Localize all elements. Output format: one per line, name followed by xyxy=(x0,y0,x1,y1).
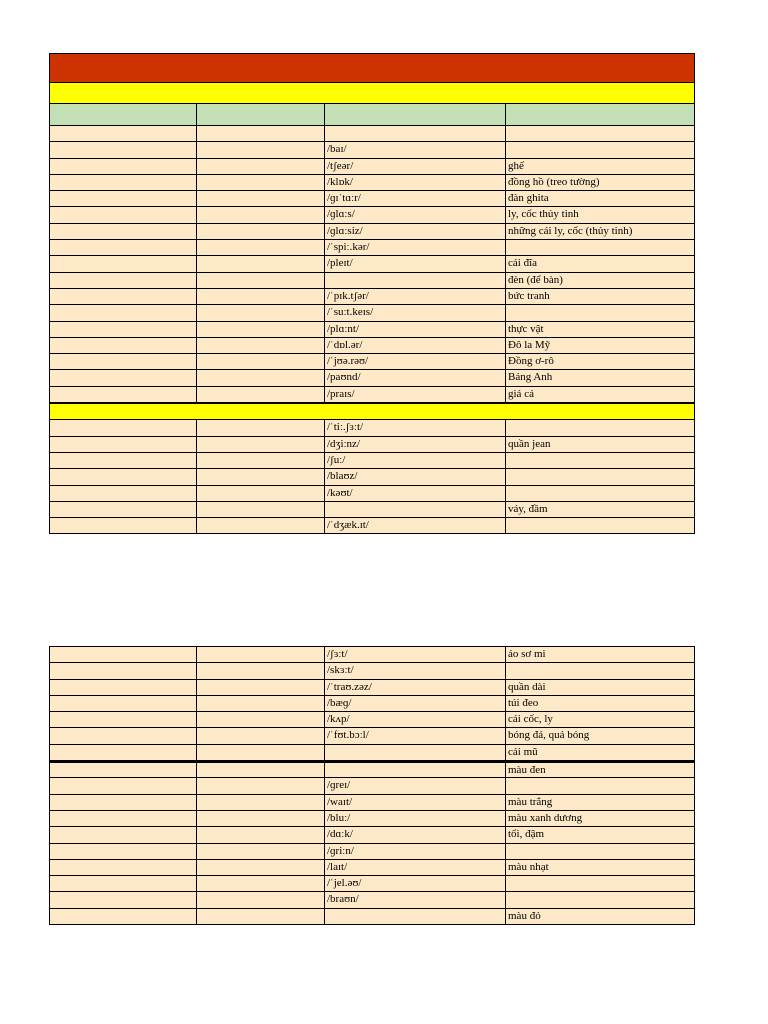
ipa-cell: /praɪs/ xyxy=(324,387,505,402)
type-cell xyxy=(196,256,324,271)
word-cell xyxy=(49,370,196,385)
table-row xyxy=(49,288,695,304)
type-cell xyxy=(196,728,324,743)
header-cell xyxy=(196,104,324,125)
word-cell xyxy=(49,338,196,353)
meaning-cell: cái mũ xyxy=(505,745,695,760)
table-row xyxy=(49,826,695,842)
ipa-cell xyxy=(324,502,505,517)
section-band xyxy=(49,82,695,103)
word-cell xyxy=(49,354,196,369)
meaning-cell: quần jean xyxy=(505,437,695,452)
type-cell xyxy=(196,860,324,875)
table-row xyxy=(49,206,695,222)
meaning-cell: bức tranh xyxy=(505,289,695,304)
ipa-cell: /ˈdʒæk.ɪt/ xyxy=(324,518,505,533)
column-header-row xyxy=(49,103,695,125)
word-cell xyxy=(49,159,196,174)
word-cell xyxy=(49,273,196,288)
ipa-cell: /bæɡ/ xyxy=(324,696,505,711)
meaning-cell: màu nhạt xyxy=(505,860,695,875)
word-cell xyxy=(49,469,196,484)
type-cell xyxy=(196,696,324,711)
table-row xyxy=(49,369,695,385)
meaning-cell: giá cả xyxy=(505,387,695,402)
table-row xyxy=(49,810,695,826)
word-cell xyxy=(49,289,196,304)
word-cell xyxy=(49,680,196,695)
table-row xyxy=(49,761,695,777)
meaning-cell: Bảng Anh xyxy=(505,370,695,385)
ipa-cell: /ˈfʊt.bɔːl/ xyxy=(324,728,505,743)
table-row xyxy=(49,711,695,727)
word-cell xyxy=(49,256,196,271)
type-cell xyxy=(196,224,324,239)
type-cell xyxy=(196,240,324,255)
ipa-cell: /braʊn/ xyxy=(324,892,505,907)
meaning-cell: Đô la Mỹ xyxy=(505,338,695,353)
table-row xyxy=(49,517,695,534)
meaning-cell xyxy=(505,240,695,255)
type-cell xyxy=(196,354,324,369)
table-row xyxy=(49,859,695,875)
table-row xyxy=(49,875,695,891)
meaning-cell: đàn ghita xyxy=(505,191,695,206)
type-cell xyxy=(196,387,324,402)
word-cell xyxy=(49,712,196,727)
type-cell xyxy=(196,469,324,484)
meaning-cell xyxy=(505,663,695,678)
ipa-cell: /bluː/ xyxy=(324,811,505,826)
ipa-cell: /ɡlɑːsiz/ xyxy=(324,224,505,239)
ipa-cell: /plɑːnt/ xyxy=(324,322,505,337)
word-cell xyxy=(49,305,196,320)
word-cell xyxy=(49,696,196,711)
type-cell xyxy=(196,420,324,435)
vocabulary-sheet-1 xyxy=(49,53,695,534)
table-row xyxy=(49,255,695,271)
type-cell xyxy=(196,844,324,859)
table-row xyxy=(49,744,695,761)
type-cell xyxy=(196,126,324,141)
table-row xyxy=(49,695,695,711)
word-cell xyxy=(49,518,196,533)
meaning-cell: cái cốc, ly xyxy=(505,712,695,727)
type-cell xyxy=(196,502,324,517)
meaning-cell: màu trắng xyxy=(505,795,695,810)
type-cell xyxy=(196,142,324,157)
meaning-cell: thực vật xyxy=(505,322,695,337)
word-cell xyxy=(49,728,196,743)
ipa-cell xyxy=(324,909,505,924)
type-cell xyxy=(196,486,324,501)
header-cell xyxy=(49,104,196,125)
meaning-cell: đèn (để bàn) xyxy=(505,273,695,288)
table-row xyxy=(49,419,695,435)
type-cell xyxy=(196,305,324,320)
ipa-cell: /waɪt/ xyxy=(324,795,505,810)
word-cell xyxy=(49,876,196,891)
ipa-cell: /ˈdɒl.ər/ xyxy=(324,338,505,353)
type-cell xyxy=(196,876,324,891)
meaning-cell: bóng đá, quả bóng xyxy=(505,728,695,743)
meaning-cell xyxy=(505,518,695,533)
type-cell xyxy=(196,745,324,760)
type-cell xyxy=(196,370,324,385)
ipa-cell: /blaʊz/ xyxy=(324,469,505,484)
word-cell xyxy=(49,240,196,255)
ipa-cell: /ʃɜːt/ xyxy=(324,647,505,662)
word-cell xyxy=(49,502,196,517)
section-band-cell xyxy=(49,404,695,419)
ipa-cell: /ʃuː/ xyxy=(324,453,505,468)
table-row xyxy=(49,272,695,288)
meaning-cell: ly, cốc thủy tinh xyxy=(505,207,695,222)
meaning-cell xyxy=(505,486,695,501)
meaning-cell: áo sơ mi xyxy=(505,647,695,662)
ipa-cell: /skɜːt/ xyxy=(324,663,505,678)
table-row xyxy=(49,468,695,484)
type-cell xyxy=(196,892,324,907)
meaning-cell: Đồng ơ-rô xyxy=(505,354,695,369)
type-cell xyxy=(196,763,324,777)
meaning-cell: quần dài xyxy=(505,680,695,695)
ipa-cell: /ˈtiː.ʃɜːt/ xyxy=(324,420,505,435)
ipa-cell: /dɑːk/ xyxy=(324,827,505,842)
type-cell xyxy=(196,909,324,924)
table-row xyxy=(49,386,695,403)
type-cell xyxy=(196,663,324,678)
table-body xyxy=(49,646,695,761)
word-cell xyxy=(49,175,196,190)
ipa-cell: /ˈsuːt.keɪs/ xyxy=(324,305,505,320)
header-cell xyxy=(324,104,505,125)
word-cell xyxy=(49,486,196,501)
ipa-cell: /kəʊt/ xyxy=(324,486,505,501)
table-row xyxy=(49,436,695,452)
word-cell xyxy=(49,811,196,826)
meaning-cell: màu đỏ xyxy=(505,909,695,924)
ipa-cell: /laɪt/ xyxy=(324,860,505,875)
type-cell xyxy=(196,453,324,468)
table-row xyxy=(49,337,695,353)
meaning-cell xyxy=(505,469,695,484)
word-cell xyxy=(49,844,196,859)
meaning-cell xyxy=(505,420,695,435)
meaning-cell: những cái ly, cốc (thủy tinh) xyxy=(505,224,695,239)
table-row xyxy=(49,679,695,695)
meaning-cell xyxy=(505,142,695,157)
meaning-cell: cái đĩa xyxy=(505,256,695,271)
meaning-cell: tối, đậm xyxy=(505,827,695,842)
type-cell xyxy=(196,795,324,810)
title-band xyxy=(49,53,695,82)
ipa-cell: /ˈjʊə.rəʊ/ xyxy=(324,354,505,369)
table-row xyxy=(49,891,695,907)
word-cell xyxy=(49,126,196,141)
vocabulary-sheet-2 xyxy=(49,646,695,925)
table-row xyxy=(49,223,695,239)
type-cell xyxy=(196,289,324,304)
ipa-cell: /tʃeər/ xyxy=(324,159,505,174)
word-cell xyxy=(49,778,196,793)
word-cell xyxy=(49,142,196,157)
table-row xyxy=(49,501,695,517)
word-cell xyxy=(49,437,196,452)
ipa-cell xyxy=(324,273,505,288)
meaning-cell: màu đen xyxy=(505,763,695,777)
table-row xyxy=(49,452,695,468)
table-row xyxy=(49,158,695,174)
word-cell xyxy=(49,647,196,662)
word-cell xyxy=(49,860,196,875)
ipa-cell: /ˈspiː.kər/ xyxy=(324,240,505,255)
table-row xyxy=(49,190,695,206)
word-cell xyxy=(49,420,196,435)
ipa-cell: /ˈjel.əʊ/ xyxy=(324,876,505,891)
type-cell xyxy=(196,827,324,842)
table-row xyxy=(49,794,695,810)
type-cell xyxy=(196,811,324,826)
type-cell xyxy=(196,518,324,533)
type-cell xyxy=(196,778,324,793)
type-cell xyxy=(196,712,324,727)
table-row xyxy=(49,777,695,793)
meaning-cell xyxy=(505,844,695,859)
ipa-cell: /ɡreɪ/ xyxy=(324,778,505,793)
table-row xyxy=(49,141,695,157)
word-cell xyxy=(49,453,196,468)
ipa-cell xyxy=(324,126,505,141)
ipa-cell: /baɪ/ xyxy=(324,142,505,157)
word-cell xyxy=(49,795,196,810)
word-cell xyxy=(49,763,196,777)
meaning-cell xyxy=(505,892,695,907)
table-row xyxy=(49,646,695,662)
word-cell xyxy=(49,663,196,678)
ipa-cell: /paʊnd/ xyxy=(324,370,505,385)
table-row xyxy=(49,239,695,255)
ipa-cell: /ˈtraʊ.zəz/ xyxy=(324,680,505,695)
table-row xyxy=(49,353,695,369)
ipa-cell xyxy=(324,745,505,760)
ipa-cell: /ɡlɑːs/ xyxy=(324,207,505,222)
type-cell xyxy=(196,191,324,206)
table-body xyxy=(49,419,695,534)
header-cell xyxy=(505,104,695,125)
type-cell xyxy=(196,680,324,695)
word-cell xyxy=(49,191,196,206)
meaning-cell xyxy=(505,876,695,891)
ipa-cell: /pleɪt/ xyxy=(324,256,505,271)
meaning-cell xyxy=(505,126,695,141)
type-cell xyxy=(196,338,324,353)
type-cell xyxy=(196,437,324,452)
word-cell xyxy=(49,322,196,337)
ipa-cell: /ɡɪˈtɑːr/ xyxy=(324,191,505,206)
word-cell xyxy=(49,892,196,907)
word-cell xyxy=(49,387,196,402)
section-band-row xyxy=(49,403,695,419)
word-cell xyxy=(49,827,196,842)
table-body xyxy=(49,125,695,403)
ipa-cell: /klɒk/ xyxy=(324,175,505,190)
meaning-cell: ghế xyxy=(505,159,695,174)
meaning-cell: màu xanh dương xyxy=(505,811,695,826)
table-row xyxy=(49,174,695,190)
table-row xyxy=(49,125,695,141)
type-cell xyxy=(196,647,324,662)
type-cell xyxy=(196,207,324,222)
type-cell xyxy=(196,273,324,288)
ipa-cell: /ˈpɪk.tʃər/ xyxy=(324,289,505,304)
meaning-cell: túi đeo xyxy=(505,696,695,711)
meaning-cell: váy, đầm xyxy=(505,502,695,517)
ipa-cell: /dʒiːnz/ xyxy=(324,437,505,452)
ipa-cell xyxy=(324,763,505,777)
table-row xyxy=(49,321,695,337)
meaning-cell: đồng hồ (treo tường) xyxy=(505,175,695,190)
table-row xyxy=(49,485,695,501)
meaning-cell xyxy=(505,305,695,320)
meaning-cell xyxy=(505,778,695,793)
table-body xyxy=(49,761,695,925)
type-cell xyxy=(196,322,324,337)
table-row xyxy=(49,908,695,925)
meaning-cell xyxy=(505,453,695,468)
table-row xyxy=(49,843,695,859)
type-cell xyxy=(196,175,324,190)
type-cell xyxy=(196,159,324,174)
table-row xyxy=(49,304,695,320)
table-row xyxy=(49,727,695,743)
word-cell xyxy=(49,224,196,239)
table-row xyxy=(49,662,695,678)
word-cell xyxy=(49,207,196,222)
ipa-cell: /ɡriːn/ xyxy=(324,844,505,859)
word-cell xyxy=(49,909,196,924)
ipa-cell: /kʌp/ xyxy=(324,712,505,727)
word-cell xyxy=(49,745,196,760)
